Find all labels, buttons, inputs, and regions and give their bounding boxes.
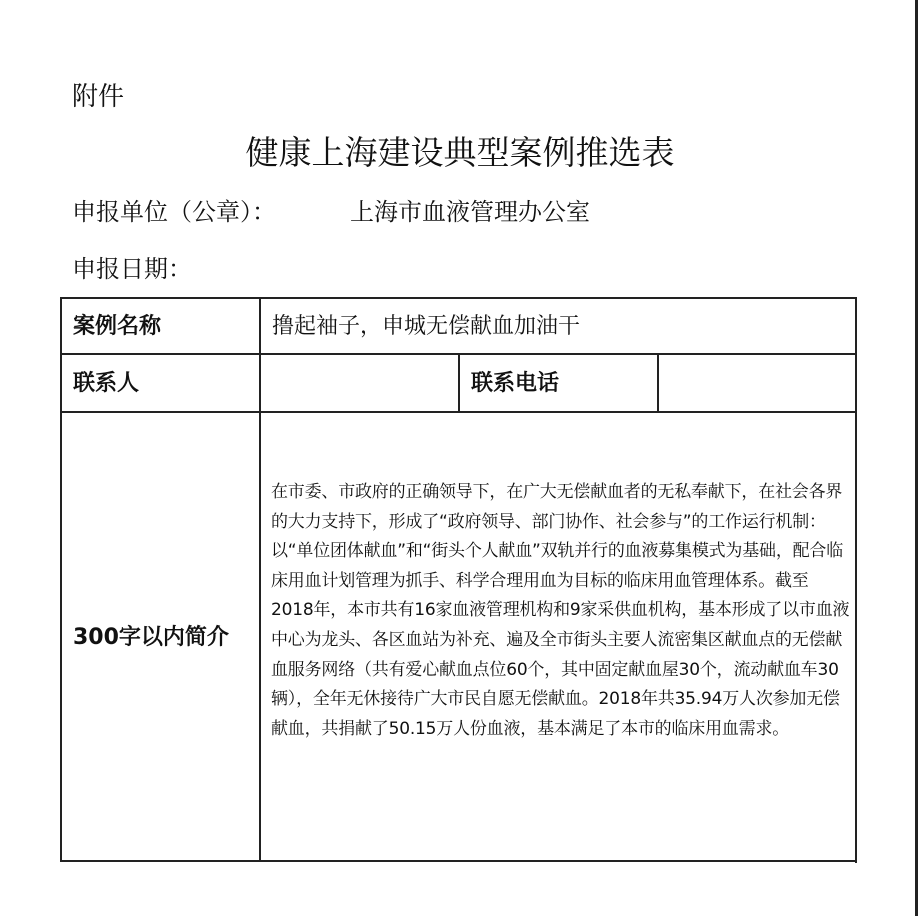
table-bottom-border [60,860,857,862]
attachment-label: 附件 [72,82,125,112]
page-title: 健康上海建设典型案例推选表 [245,133,675,172]
reporting-unit-row [72,196,590,228]
contact-person-label: 联系人 [60,353,261,413]
table-right-border [855,297,857,863]
summary-text: 在市委、市政府的正确领导下，在广大无偿献血者的无私奉献下，在社会各界的大力支持下，形成了“政府领导、部门协作、社会参与”的工作运行机制：以“单位团体献血”和“街头个人献血”双轨并行的血液募集模式为基础，配合临床用血计划管理为抓手、科学合理用血为目标的临床用血管理体系。截至2018年，本市共有16家血液管理机构和9家采供血机构，基本形成了以市血液中心为龙头、各区血站为补充、遍及全市街头主要人流密集区献血点的无偿献血服务网络（共有爱心献血点位60个，其中固定献血屋30个，流动献血车30辆），全年无休接待广大市民自愿无偿献血。2018年共35.94万人次参加无偿献血，共捐献了50.15万人份血液，基本满足了本市的临床用血需求。 [259,411,857,862]
summary-label: 300字以内简介 [60,411,261,862]
contact-person-value [259,353,460,413]
contact-phone-value [657,353,857,413]
reporting-date-label: 申报日期： [72,255,192,283]
case-name-value: 撸起袖子，申城无偿献血加油干 [259,297,857,355]
case-form-table [60,297,857,863]
contact-phone-label: 联系电话 [458,353,659,413]
case-name-label: 案例名称 [60,297,261,355]
reporting-unit-value: 上海市血液管理办公室 [350,198,590,226]
reporting-unit-label: 申报单位（公章）： [72,198,276,226]
reporting-date-row [72,253,192,285]
